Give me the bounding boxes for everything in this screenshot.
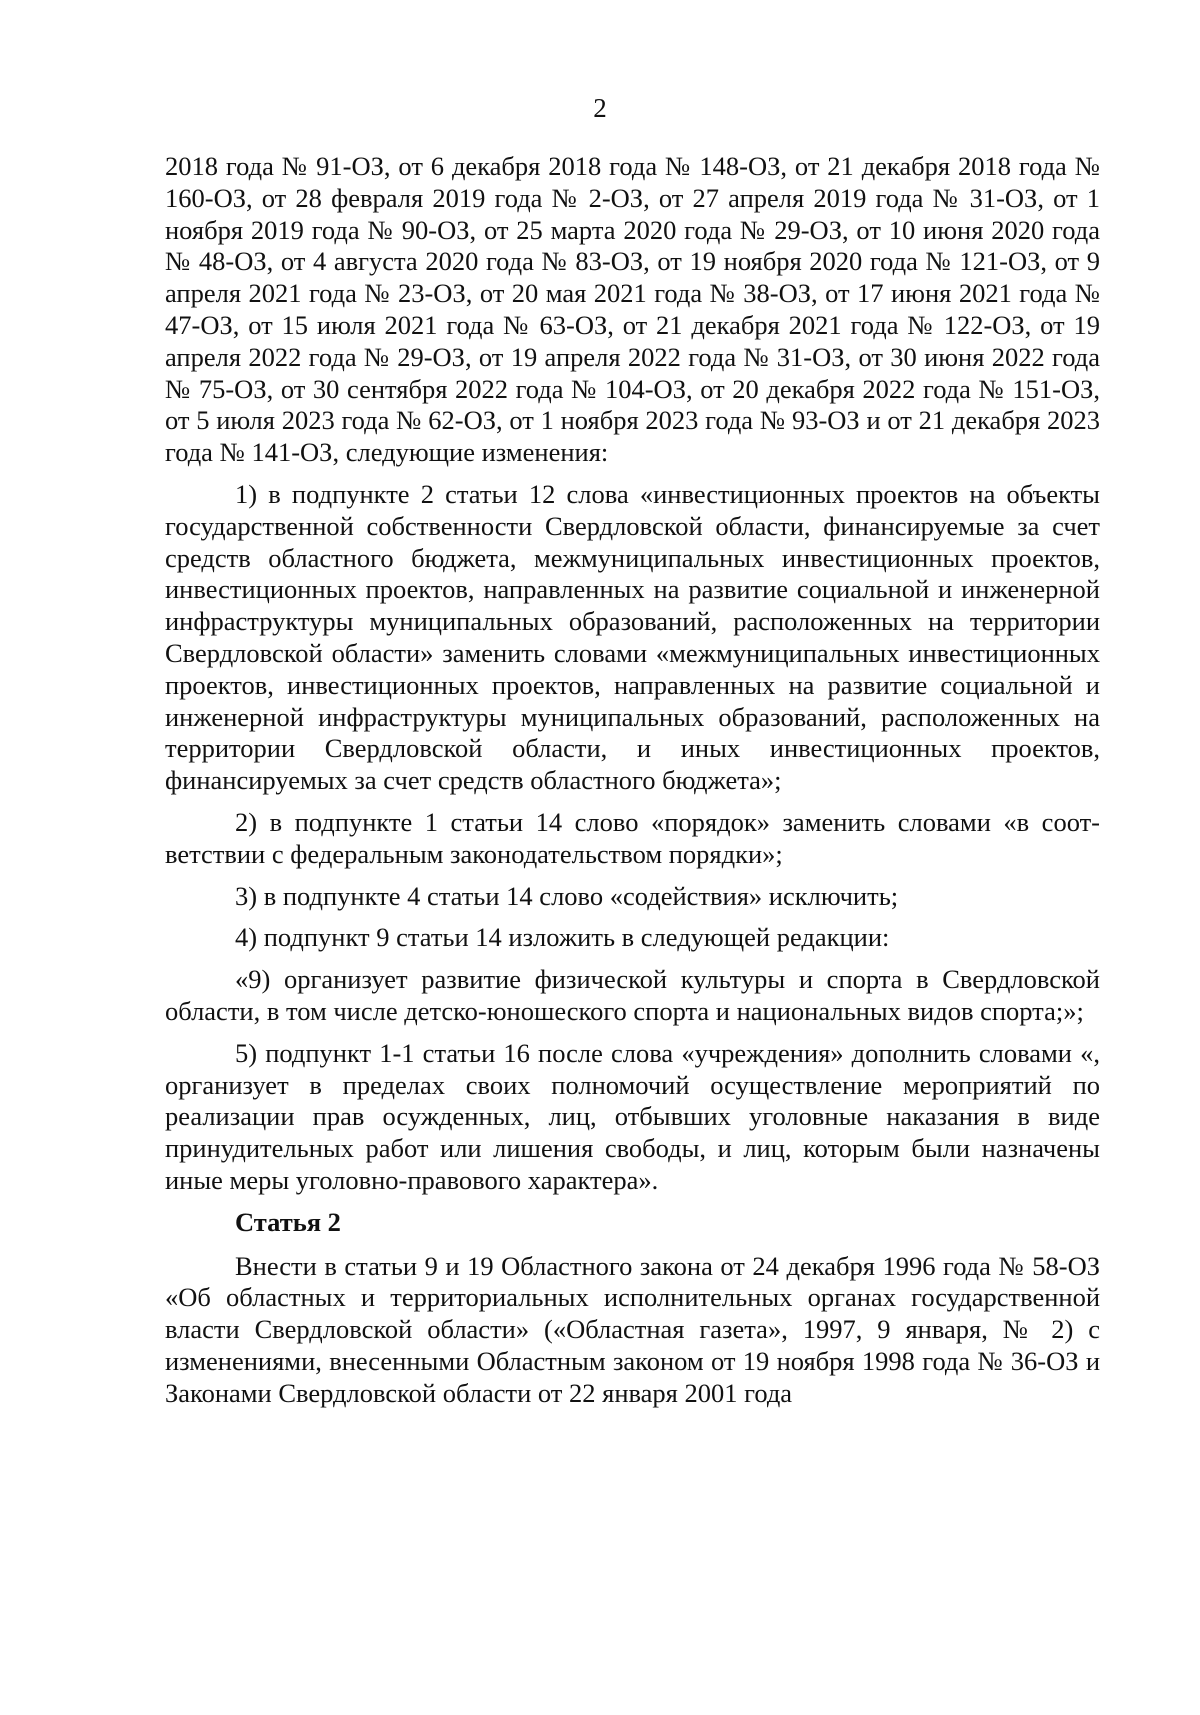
paragraph-article-2: Внести в статьи 9 и 19 Областного закона от 24 декабря 1996 года № 58-ОЗ «Об областных и территориальных исполнительных органах государственной власти Свердловской области» («Областная газета», 1997, 9 января, № 2) с изменениями, внесенными Областным законом от 19 ноября 1998 года № 36-ОЗ и Законами Свердловской области от 22 января 2001 года (165, 1250, 1100, 1408)
paragraph-item-2: 2) в подпункте 1 статьи 14 слово «порядок» заменить словами «в соответствии с федеральным законодательством порядки»; (165, 806, 1100, 869)
paragraph-item-4: 4) подпункт 9 статьи 14 изложить в следующей редакции: (235, 922, 890, 953)
paragraph-item-9-text: «9) организует развитие физической культуры и спорта в Свердловской области, в том числе детско-юношеского спорта и национальных видов спорта;»; (165, 964, 1100, 1026)
page-number: 2 (593, 93, 607, 123)
document-body (165, 151, 1100, 1419)
paragraph-item-5: 5) подпункт 1-1 статьи 16 после слова «учреждения» дополнить словами «, организует в пределах своих полномочий осуществление мероприятий по реализации прав осужденных, лиц, отбывших уголовные наказания в виде принудительных работ или лишения свободы, и лиц, которым были назначены иные меры уголовно-правового характера». (165, 1037, 1100, 1195)
paragraph-item-3: 3) в подпункте 4 статьи 14 слово «содействия» исключить; (235, 880, 899, 911)
article-heading: Статья 2 (235, 1206, 341, 1237)
paragraph-item-1: 1) в подпункте 2 статьи 12 слова «инвестиционных проектов на объекты государственной собственности Свердловской области, финансируемые за счет средств областного бюджета, межмуниципальных инвестиционных проектов, инвестиционных проектов, направленных на развитие социальной и инженерной инфраструктуры муниципальных образований, расположенных на территории Свердловской области» заменить словами «межмуниципальных инвестиционных проектов, инвестиционных проектов, направленных на развитие социальной и инженерной инфраструктуры муниципальных образований, расположенных на территории Свердловской области, и иных инвестиционных проектов, финансируемых за счет средств областного бюджета»; (165, 478, 1100, 796)
paragraph-amendments-list: 2018 года № 91-ОЗ, от 6 декабря 2018 года № 148-ОЗ, от 21 декабря 2018 года № 160-ОЗ, от 28 февраля 2019 года № 2-ОЗ, от 27 апреля 2019 года № 31-ОЗ, от 1 ноября 2019 года № 90-ОЗ, от 25 марта 2020 года № 29-ОЗ, от 10 июня 2020 года № 48-ОЗ, от 4 августа 2020 года № 83-ОЗ, от 19 ноября 2020 года № 121-ОЗ, от 9 апреля 2021 года № 23-ОЗ, от 20 мая 2021 года № 38-ОЗ, от 17 июня 2021 года № 47-ОЗ, от 15 июля 2021 года № 63-ОЗ, от 21 декабря 2021 года № 122-ОЗ, от 19 апреля 2022 года № 29-ОЗ, от 19 апреля 2022 года № 31-ОЗ, от 30 июня 2022 года № 75-ОЗ, от 30 сентября 2022 года № 104-ОЗ, от 20 декабря 2022 года № 151-ОЗ, от 5 июля 2023 года № 62-ОЗ, от 1 ноября 2023 года № 93-ОЗ и от 21 декабря 2023 года № 141-ОЗ, следующие изменения: (165, 151, 1100, 468)
